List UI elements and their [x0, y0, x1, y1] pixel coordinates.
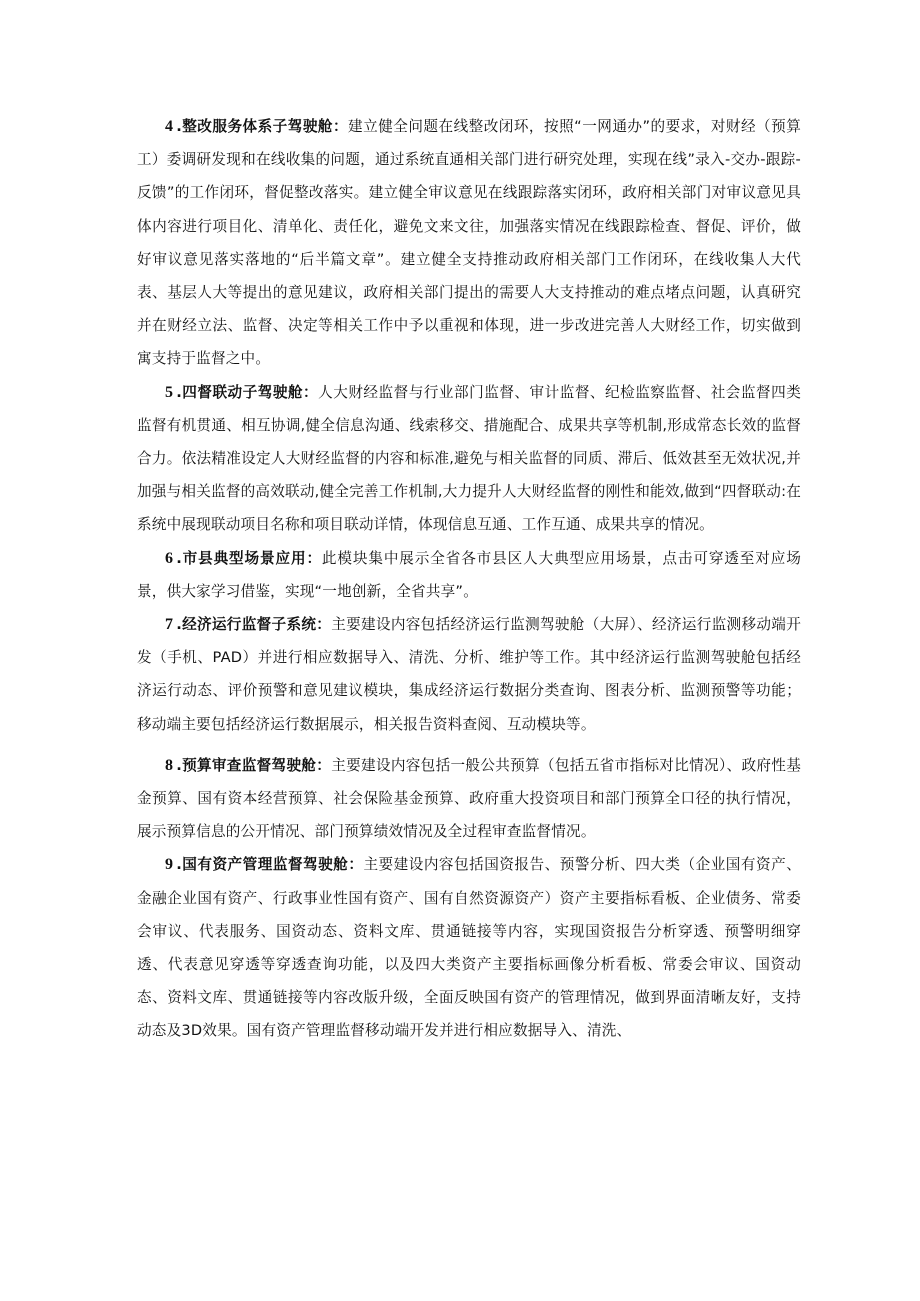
- paragraph-5: [137, 376, 801, 542]
- paragraph-body: 主要建设内容包括经济运行监测驾驶舱（大屏）、经济运行监测移动端开发（手机、PAD）并进行相应数据导入、清洗、分析、维护等工作。其中经济运行监测驾驶舱包括经济运行动态、评价预警和意见建议模块，集成经济运行数据分类查询、图表分析、监测预警等功能；移动端主要包括经济运行数据展示，相关报告资料查阅、互动模块等。: [137, 616, 801, 733]
- paragraph-body: 主要建设内容包括国资报告、预警分析、四大类（企业国有资产、金融企业国有资产、行政事业性国有资产、国有自然资源资产）资产主要指标看板、企业债务、常委会审议、代表服务、国资动态、资料文库、贯通链接等内容，实现国资报告分析穿透、预警明细穿透、代表意见穿透等穿透查询功能，以及四大类资产主要指标画像分析看板、常委会审议、国资动态、资料文库、贯通链接等内容改版升级，全面反映国有资产的管理情况，做到界面清晰友好，支持动态及3D效果。国有资产管理监督移动端开发并进行相应数据导入、清洗、: [137, 856, 801, 1040]
- paragraph-heading: .四督联动子驾驶舱：: [176, 383, 319, 401]
- paragraph-4: [137, 110, 801, 376]
- paragraph-number: 7: [165, 616, 174, 634]
- document-page: [137, 110, 801, 1048]
- paragraph-body: 此模块集中展示全省各市县区人大典型应用场景，点击可穿透至对应场景，供大家学习借鉴，实现“一地创新，全省共享”。: [137, 549, 802, 600]
- paragraph-number: 9: [165, 856, 174, 874]
- paragraph-heading: .市县典型场景应用：: [176, 549, 322, 567]
- paragraph-body: 主要建设内容包括一般公共预算（包括五省市指标对比情况）、政府性基金预算、国有资本经营预算、社会保险基金预算、政府重大投资项目和部门预算全口径的执行情况，展示预算信息的公开情况、部门预算绩效情况及全过程审查监督情况。: [137, 756, 801, 841]
- paragraph-8: [137, 749, 801, 849]
- paragraph-7: [137, 608, 801, 741]
- paragraph-number: 5: [165, 383, 174, 401]
- paragraph-heading: .整改服务体系子驾驶舱：: [176, 118, 349, 135]
- paragraph-number: 8: [165, 756, 174, 774]
- paragraph-body: 人大财经监督与行业部门监督、审计监督、纪检监察监督、社会监督四类监督有机贯通、相互协调,健全信息沟通、线索移交、措施配合、成果共享等机制,形成常态长效的监督合力。依法精准设定人大财经监督的内容和标准,避免与相关监督的同质、滞后、低效甚至无效状况,并加强与相关监督的高效联动,健全完善工作机制,大力提升人大财经监督的刚性和能效,做到“四督联动:在系统中展现联动项目名称和项目联动详情，体现信息互通、工作互通、成果共享的情况。: [137, 383, 801, 534]
- paragraph-heading: .国有资产管理监督驾驶舱：: [176, 856, 364, 874]
- paragraph-heading: .预算审查监督驾驶舱：: [176, 756, 332, 774]
- paragraph-9: [137, 848, 801, 1047]
- paragraph-number: 4: [165, 118, 174, 135]
- paragraph-heading: .经济运行监督子系统：: [176, 616, 332, 634]
- paragraph-6: [137, 542, 801, 608]
- paragraph-body: 建立健全问题在线整改闭环，按照“一网通办”的要求，对财经（预算工）委调研发现和在线收集的问题，通过系统直通相关部门进行研究处理，实现在线”录入-交办-跟踪-反馈”的工作闭环，督促整改落实。建立健全审议意见在线跟踪落实闭环，政府相关部门对审议意见具体内容进行项目化、清单化、责任化，避免文来文往，加强落实情况在线跟踪检查、督促、评价，做好审议意见落实落地的“后半篇文章”。建立健全支持推动政府相关部门工作闭环，在线收集人大代表、基层人大等提出的意见建议，政府相关部门提出的需要人大支持推动的难点堵点问题，认真研究并在财经立法、监督、决定等相关工作中予以重视和体现，进一步改进完善人大财经工作，切实做到寓支持于监督之中。: [137, 118, 801, 368]
- paragraph-number: 6: [165, 549, 174, 567]
